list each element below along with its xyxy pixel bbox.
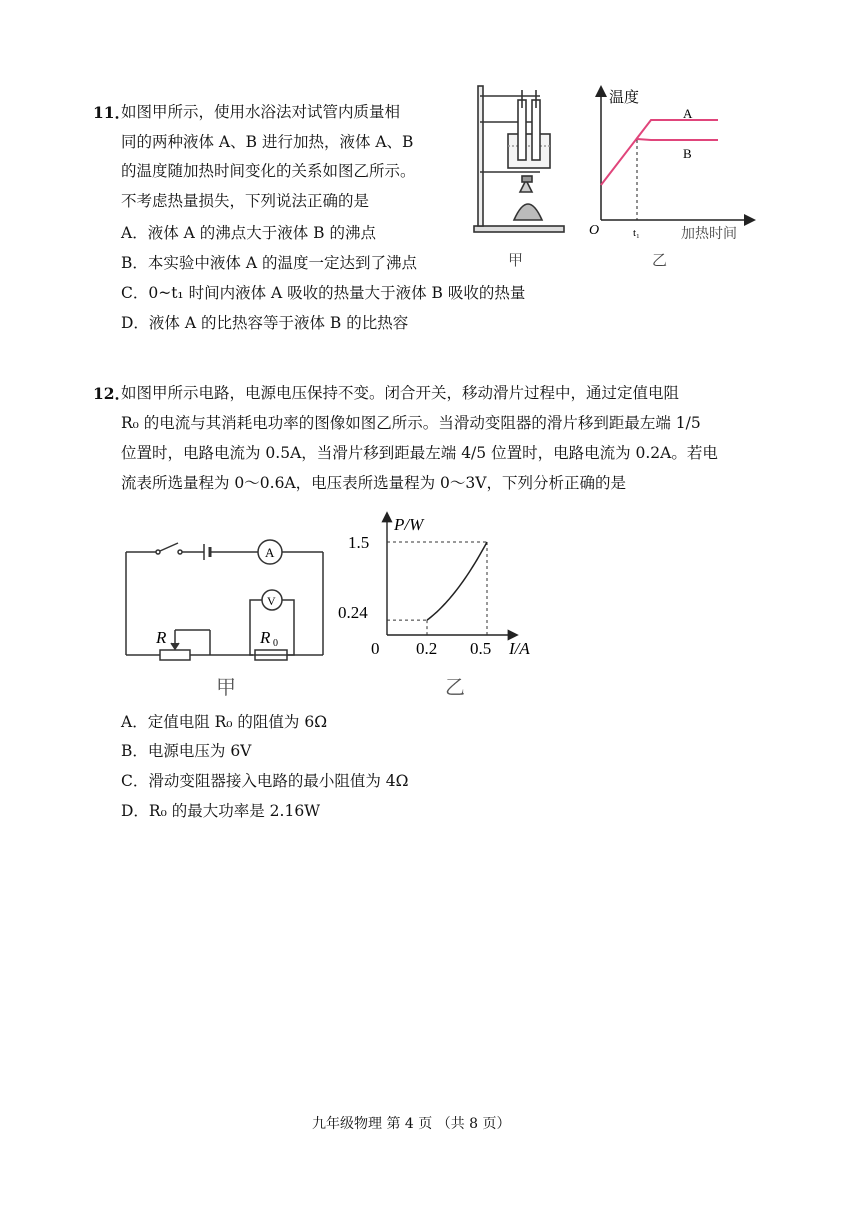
- q11-series-a-line: [601, 120, 718, 185]
- q12-stem-line-1: 如图甲所示电路，电源电压保持不变。闭合开关，移动滑片过程中，通过定值电阻: [121, 384, 680, 402]
- q11-number: 11．: [93, 103, 131, 122]
- q11-stem-line-4: 不考虑热量损失，下列说法正确的是: [121, 192, 370, 210]
- voltmeter-label: V: [267, 594, 276, 608]
- q11-stem-line-2: 同的两种液体 A、B 进行加热，液体 A、B: [121, 133, 414, 151]
- rheostat-symbol: [160, 650, 190, 660]
- q11-fig-jia-label: 甲: [508, 251, 524, 269]
- q12-option-a: A．定值电阻 R₀ 的阻值为 6Ω: [121, 713, 328, 731]
- ammeter-label: A: [265, 545, 275, 560]
- q12-option-b: B．电源电压为 6V: [121, 742, 252, 760]
- q12-option-c: C．滑动变阻器接入电路的最小阻值为 4Ω: [121, 772, 409, 790]
- q12-stem-line-4: 流表所选量程为 0～0.6A，电压表所选量程为 0～3V，下列分析正确的是: [121, 474, 626, 492]
- q11-stem-line-1: 如图甲所示，使用水浴法对试管内质量相: [121, 103, 401, 121]
- q12-ytick-1-5: 1.5: [348, 533, 370, 552]
- q12-stem-line-2: R₀ 的电流与其消耗电功率的图像如图乙所示。当滑动变阻器的滑片移到距最左端 1/5: [121, 414, 701, 432]
- q11-stem-line-3: 的温度随加热时间变化的关系如图乙所示。: [121, 162, 416, 180]
- q11-apparatus-figure: [470, 80, 570, 240]
- q12-stem-line-3: 位置时，电路电流为 0.5A，当滑片移到距最左端 4/5 位置时，电路电流为 0.2A。若电: [121, 444, 718, 462]
- q12-option-d: D．R₀ 的最大功率是 2.16W: [121, 802, 321, 820]
- q11-graph-origin: O: [589, 223, 600, 238]
- q12-xtick-0: 0: [371, 639, 380, 658]
- q11-graph-xlabel: 加热时间: [681, 227, 737, 242]
- q11-graph-t1-tick: t₁: [633, 227, 640, 239]
- q12-number: 12．: [93, 384, 131, 403]
- q12-xtick-0-2: 0.2: [416, 639, 438, 658]
- q12-graph-ylabel: P/W: [394, 515, 424, 534]
- q12-fig-jia-label: 甲: [216, 675, 236, 699]
- q11-graph-series-a-label: A: [683, 106, 693, 121]
- q11-series-b-line: [637, 139, 718, 140]
- q12-xtick-0-5: 0.5: [470, 639, 492, 658]
- q11-graph-series-b-label: B: [683, 146, 692, 161]
- q12-ytick-0-24: 0.24: [338, 603, 368, 622]
- q11-temperature-graph: [585, 82, 760, 247]
- q11-option-c: C．0~t₁ 时间内液体 A 吸收的热量大于液体 B 吸收的热量: [121, 284, 526, 302]
- q11-graph-ylabel: 温度: [609, 90, 640, 106]
- page-footer: 九年级物理 第 4 页 （共 8 页）: [312, 1116, 511, 1132]
- q11-option-d: D．液体 A 的比热容等于液体 B 的比热容: [121, 314, 409, 332]
- q11-option-b: B．本实验中液体 A 的温度一定达到了沸点: [121, 254, 417, 272]
- q11-option-a: A．液体 A 的沸点大于液体 B 的沸点: [121, 224, 376, 242]
- q12-power-graph: [334, 508, 554, 668]
- q12-fig-yi-label: 乙: [445, 675, 465, 699]
- q12-graph-xlabel: I/A: [509, 639, 530, 658]
- r0-label-subscript: 0: [273, 638, 278, 649]
- rheostat-label: R: [156, 628, 167, 647]
- q11-fig-yi-label: 乙: [652, 251, 668, 269]
- q12-power-curve: [427, 542, 487, 620]
- r0-label: R: [260, 628, 271, 647]
- q12-circuit-diagram: [118, 530, 333, 670]
